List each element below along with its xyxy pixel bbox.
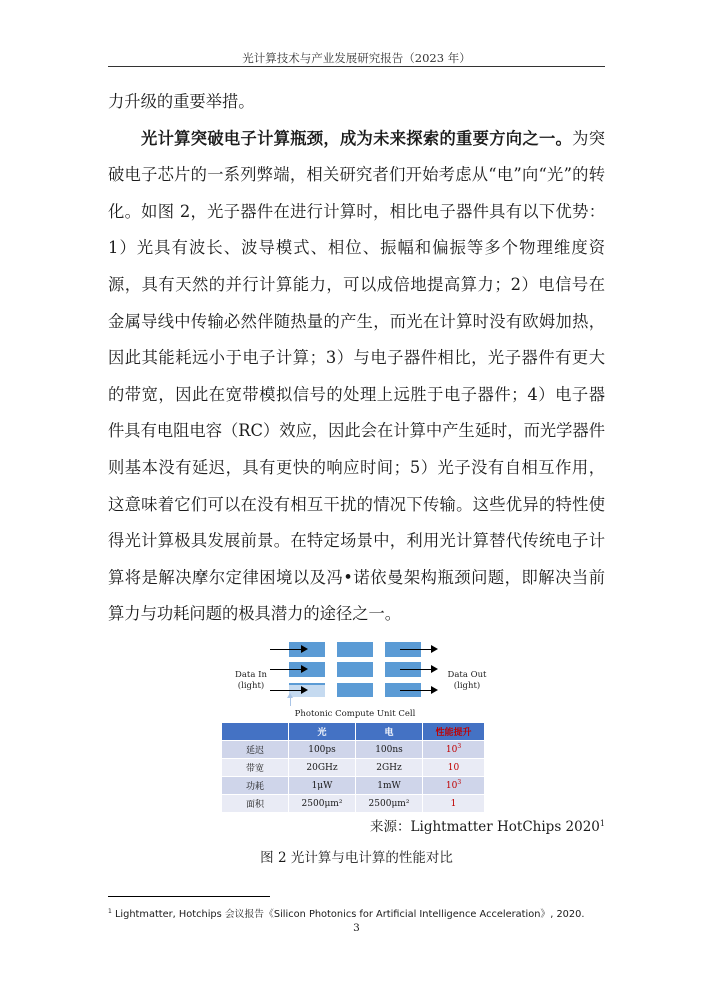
electronic-cell: 2GHz	[356, 759, 423, 777]
table-row	[222, 777, 485, 795]
gain-cell	[423, 777, 485, 795]
electronic-cell: 100ns	[356, 741, 423, 759]
gain-cell	[423, 741, 485, 759]
gain-exponent: 3	[457, 742, 462, 750]
paragraph-lead-sentence: 光计算突破电子计算瓶颈，成为未来探索的重要方向之一。	[141, 128, 573, 148]
optical-cell: 100ps	[289, 741, 356, 759]
figure-source	[370, 815, 605, 835]
source-text: 来源：Lightmatter HotChips 2020	[370, 819, 600, 835]
table-header-cell: 性能提升	[423, 723, 485, 741]
footnote-text: Lightmatter, Hotchips 会议报告《Silicon Photonics for Artificial Intelligence Acceleration》, 2020.	[114, 909, 585, 920]
paragraph-body: 为突破电子芯片的一系列弊端，相关研究者们开始考虑从“电”向“光”的转化。如图 2，光子器件在进行计算时，相比电子器件具有以下优势：1）光具有波长、波导模式、相位、振幅和偏振等多个物理维度资源，具有天然的并行计算能力，可以成倍地提高算力；2）电信号在金属导线中传输必然伴随热量的产生，而光在计算时没有欧姆加热，因此其能耗远小于电子计算；3）与电子器件相比，光子器件有更大的带宽，因此在宽带模拟信号的处理上远胜于电子器件；4）电子器件具有电阻电容（RC）效应，因此会在计算中产生延时，而光学器件则基本没有延迟，具有更快的响应时间；5）光子没有自相互作用，这意味着它们可以在没有相互干扰的情况下传输。这些优异的特性使得光计算极具发展前景。在特定场景中，利用光计算替代传统电子计算将是解决摩尔定律困境以及冯•诺依曼架构瓶颈问题，即解决当前算力与功耗问题的极具潜力的途径之一。	[108, 128, 605, 624]
paragraph-continuation: 力升级的重要举措。	[108, 92, 255, 111]
optical-cell: 2500μm²	[289, 795, 356, 813]
cell-block	[337, 683, 373, 697]
input-arrow	[270, 649, 306, 650]
gain-base: 10	[445, 780, 458, 791]
gain-cell	[423, 795, 485, 813]
output-arrow	[400, 669, 436, 670]
table-header-cell	[222, 723, 289, 741]
pointer-arrow	[290, 696, 291, 706]
gain-cell	[423, 759, 485, 777]
header-rule	[108, 66, 605, 67]
metric-cell: 面积	[222, 795, 289, 813]
metric-cell: 带宽	[222, 759, 289, 777]
data-out-text: Data Out	[447, 670, 487, 680]
comparison-table	[222, 723, 485, 812]
cell-block	[337, 642, 373, 657]
gain-exponent: 3	[457, 778, 462, 786]
table-row	[222, 741, 485, 759]
table-header-row	[222, 723, 485, 741]
running-header: 光计算技术与产业发展研究报告（2023 年）	[242, 51, 471, 65]
electronic-cell: 1mW	[356, 777, 423, 795]
data-in-text: Data In	[235, 670, 267, 680]
metric-cell: 延迟	[222, 741, 289, 759]
data-out-subtext: (light)	[453, 681, 481, 691]
optical-cell: 1μW	[289, 777, 356, 795]
table-header-cell: 电	[356, 723, 423, 741]
gain-base: 1	[450, 798, 457, 809]
data-in-label	[226, 670, 276, 692]
table-row	[222, 759, 485, 777]
footnote-rule	[108, 896, 270, 897]
table-header-cell: 光	[289, 723, 356, 741]
data-out-label	[440, 670, 494, 692]
data-in-subtext: (light)	[237, 681, 265, 691]
body-text	[108, 84, 605, 633]
cell-block	[337, 662, 373, 677]
footnote	[108, 906, 585, 920]
footnote-marker: 1	[108, 908, 112, 915]
metric-cell: 功耗	[222, 777, 289, 795]
unit-cell-label: Photonic Compute Unit Cell	[294, 709, 416, 719]
output-arrow	[400, 649, 436, 650]
table-row	[222, 795, 485, 813]
gain-base: 10	[445, 744, 458, 755]
figure-caption: 图 2 光计算与电计算的性能对比	[260, 850, 453, 866]
gain-base: 10	[447, 762, 460, 773]
output-arrow	[400, 690, 436, 691]
footnote-reference: 1	[599, 819, 605, 828]
optical-cell: 20GHz	[289, 759, 356, 777]
paragraph-optical-advantages	[108, 121, 605, 633]
page-number: 3	[353, 922, 360, 934]
electronic-cell: 2500μm²	[356, 795, 423, 813]
